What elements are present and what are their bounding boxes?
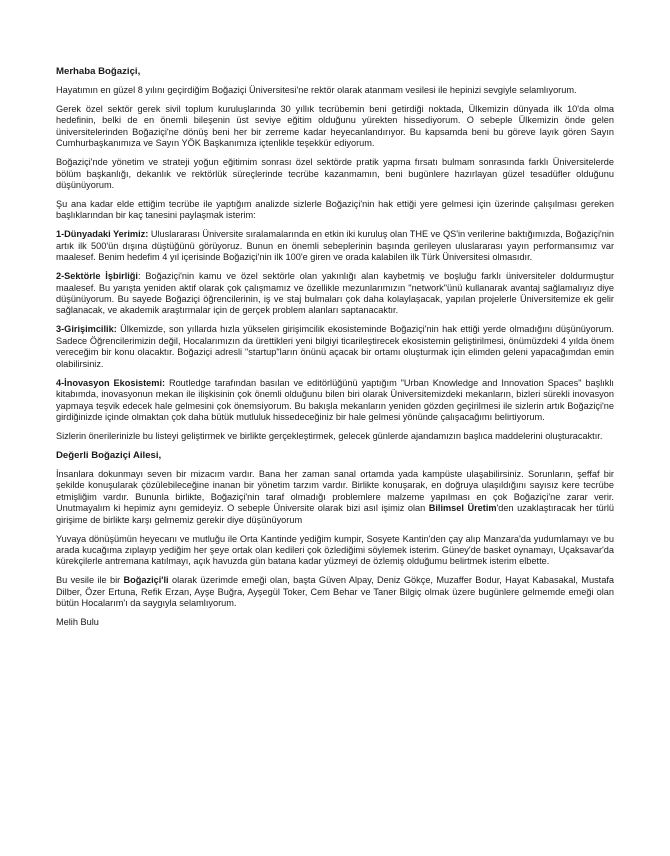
topic-industry-cooperation — [56, 271, 614, 317]
topic-title: 3-Girişimcilik: — [56, 324, 117, 335]
paragraph-thanks — [56, 575, 614, 609]
paragraph-career: Boğaziçi'nde yönetim ve strateji yoğun eğitimim sonrası özel sektörde pratik yapma fırsatı bulmam sonrasında farklı Üniversitelerde bölüm başkanlığı, dekanlık ve rektörlük süreçlerinde tecrübe kazanmamın, beni bugünlere hazırlayan güzel tesadüfler olduğunu düşünüyorum. — [56, 157, 614, 191]
paragraph-suggestions: Sizlerin önerilerinizle bu listeyi geliştirmek ve birlikte gerçekleştirmek, gelecek günlerde ajandamızın başlıca maddelerini oluşturacaktır. — [56, 430, 603, 441]
topic-text: : Boğaziçi'nin kamu ve özel sektörle olan yakınlığı alan kaybetmiş ve boşluğu farklı üniversiteler doldurmuştur maalesef. Bu yarışta yeniden aktif olarak çok çalışmamız ve özellikle mezunlarımızın "network"ünü kullanarak avantaj sağlamalıyız diye düşünüyorum. Bu sayede Boğaziçi öğrencilerinin, iş ve staj bulmaları çok daha kolaylaşacak, yapılan projelerle Üniversitemize ek gelir sağlanacak, ve akademik araştırmalar için de gerçek problem alanları saptanacaktır. — [56, 271, 615, 316]
emphasis-scientific-production: Bilimsel Üretim — [428, 503, 497, 514]
emphasis-bogazicili: Boğaziçi'li — [123, 575, 169, 586]
paragraph-experience: Gerek özel sektör gerek sivil toplum kuruluşlarında 30 yıllık tecrübemin beni getirdiği noktada, Ülkemizin dünyada ilk 10'da olma hedefinin, belki de en önemli bileşenin üst seviye eğitim olduğunu yürekten hissediyorum. O sebeple Ülkemizin önde gelen üniversitelerinden Boğaziçi'ne dönüş beni her bir zerreme kadar heyecanlandırıyor. Bu kapsamda beni bu göreve layık gören Sayın Cumhurbaşkanımıza ve Sayın YÖK Başkanımıza içtenlikle teşekkür ediyorum. — [56, 104, 614, 149]
topic-title: 1-Dünyadaki Yerimiz: — [56, 229, 149, 240]
topic-title: 4-İnovasyon Ekosistemi: — [56, 377, 166, 388]
text-segment: Bu vesile ile bir — [56, 575, 124, 586]
topic-text: Uluslararası Üniversite sıralamalarında en etkin iki kuruluş olan THE ve QS'in verilerine baktığımızda, Boğaziçi'nin artık ilk 500'ün dışına düştüğünü görüyoruz. Bunun en önemli sebeplerinin başında gerileyen uluslararası yayın performansımız var maalesef. Benim hedefim 4 yıl içerisinde Boğaziçi'nin ilk 100'e giren ve orada kalabilen ilk Türk Üniversitesi olmasıdır. — [56, 229, 614, 263]
paragraph-topics-intro: Şu ana kadar elde ettiğim tecrübe ile yaptığım analizde sizlerle Boğaziçi'nin hak ettiği yere gelmesi için üzerinde çalışılması gereken başlıklarından bir kaç tanesini paylaşmak isterim: — [56, 199, 614, 221]
text-segment: İnsanlara dokunmayı seven bir mizacım vardır. Bana her zaman sanal ortamda yada kampüste ulaşabilirsiniz. Sorunların, şeffaf bir şekilde konuşularak çözülebileceğine inanan bir yönetim tarzım vardır. Birlikte konuşarak, en doğruya ulaşıldığını sayısız kere tecrübe etmişliğim vardır. Bununla birlikte, Boğaziçi'nin taraf olmadığı problemlere malzeme yapılması en çok Boğaziçi'ne zarar verir. Unutmayalım ki hepimiz aynı gemideyiz. O sebeple Üniversite olarak bizi asıl işimiz olan — [56, 468, 614, 514]
signature: Melih Bulu — [56, 617, 99, 628]
paragraph-intro: Hayatımın en güzel 8 yılını geçirdiğim Boğaziçi Üniversitesi'ne rektör olarak atanmam vesilesi ile hepinizi sevgiyle selamlıyorum. — [56, 85, 577, 95]
greeting: Merhaba Boğaziçi, — [56, 66, 141, 77]
topic-text: Ülkemizde, son yıllarda hızla yükselen girişimcilik ekosisteminde Boğaziçi'nin hak ettiği yerde olmadığını düşünüyorum. Sadece Öğrencilerimizin değil, Hocalarımızın da ürettikleri yeni bilgiyi ticarileştirecek ekosistemin geliştirilmesi, önümüzdeki 4 yılda önem vereceğim bir konu olacaktır. Boğaziçi adresli "startup"ların önünü açacak bir ortamı oluşturmak için elimden geleni yapacağımdan emin olabilirsiniz. — [56, 324, 614, 369]
text-segment: olarak üzerimde emeği olan, başta Güven Alpay, Deniz Gökçe, Muzaffer Bodur, Hayat Kabasakal, Mustafa Dilber, Özer Ertuna, Refik Erzan, Ayşe Buğra, Ayşegül Toker, Cem Behar ve Taner Bilgiç olmak üzere bugünlere gelmemde emeği olan bütün Hocalarım'ı da saygıyla selamlıyorum. — [56, 575, 614, 609]
topic-world-ranking — [56, 229, 614, 263]
text-segment: 'den uzaklaştıracak her türlü girişime de birlikte karşı gelmemiz gerekir diye düşünüyorum — [56, 503, 614, 525]
topic-entrepreneurship — [56, 324, 614, 370]
topic-innovation-ecosystem — [56, 378, 614, 424]
letter — [56, 66, 614, 636]
paragraph-memories: Yuvaya dönüşümün heyecanı ve mutluğu ile Orta Kantinde yediğim kumpir, Sosyete Kantin'den çay alıp Manzara'da yudumlamayı ve bu arada kucağıma zıplayıp yediğim her şeye ortak olan kedileri çok özlediğimi söylemek isterim. Güney'de basket oynamayı, Uçaksavar'da kürekçilerle antremana katılmayı, açık havuzda gün batana kadar yüzmeyi de özlemiş olduğumu belirtmek isterim elbette. — [56, 533, 614, 567]
family-greeting: Değerli Boğaziçi Ailesi, — [56, 449, 162, 461]
topic-text: Routledge tarafından basılan ve editörlüğünü yaptığım "Urban Knowledge and Innovation Spaces" başlıklı kitabımda, inovasyonun mekan ile ilişkisinin çok önemli olduğunu bilen biri olarak Üniversitemizdeki mekanların, bizleri sürekli inovasyon yapmaya teşvik edecek hale gelmesini çok önemsiyorum. Bu bakışla mekanların yeniden gözden geçirilmesi ile sizlerin artık Boğaziçi'ne girdiğinizde içinde olmaktan çok daha bütük mutluluk hissedeceğiniz bir hale gelmesi yönünde çalışacağımı belirtiyorum. — [56, 377, 614, 422]
topic-title: 2-Sektörle İşbirliği — [56, 271, 138, 282]
paragraph-communication — [56, 469, 614, 526]
